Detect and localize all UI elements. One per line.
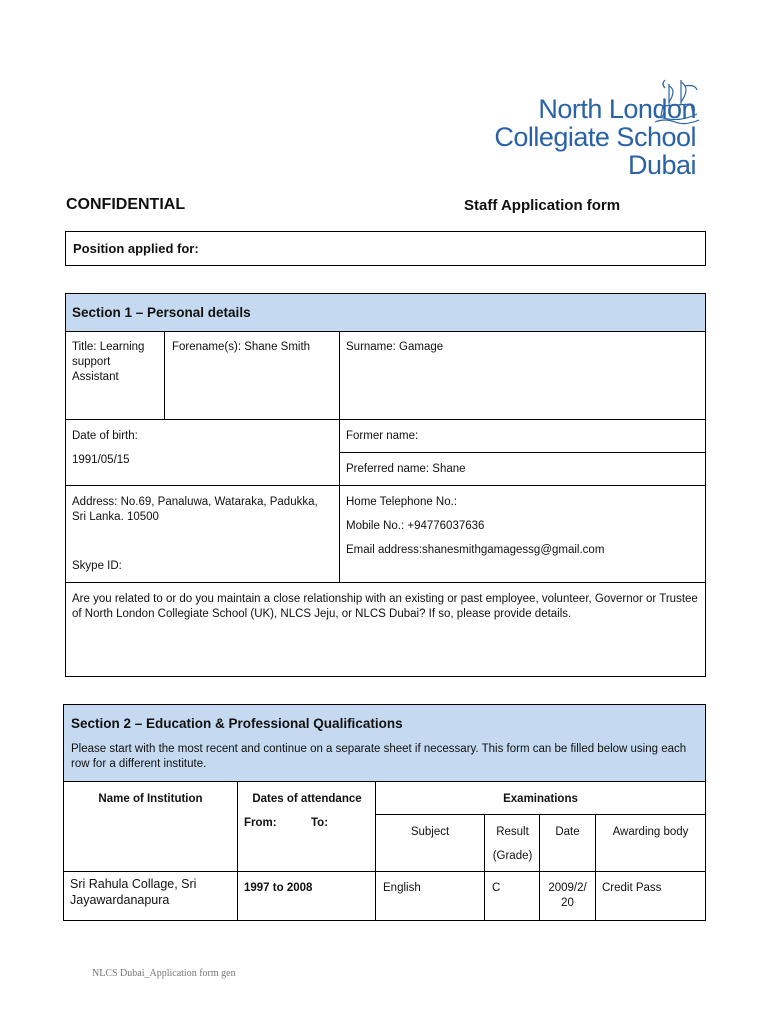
related-question-field[interactable]: Are you related to or do you maintain a close relationship with an existing or past employee, volunteer, Governor or Trustee of North London Collegiate School (UK), NLCS Jeju, or NLCS Dubai? If so, please provide details.: [66, 582, 705, 676]
position-applied-label: Position applied for:: [73, 241, 199, 256]
address-field[interactable]: [66, 485, 339, 582]
surname-field[interactable]: Surname: Gamage: [339, 331, 705, 419]
title-field[interactable]: Title: Learning support Assistant: [66, 331, 164, 419]
forename-field[interactable]: Forename(s): Shane Smith: [164, 331, 339, 419]
section1-personal-details: [65, 293, 706, 677]
section1-title: Section 1 – Personal details: [72, 305, 251, 320]
col-date-header: Date: [539, 814, 595, 871]
logo-line-1: North London: [538, 94, 696, 124]
col-result-label: Result: [496, 826, 529, 838]
mobile-number: Mobile No.: +94776037636: [346, 520, 485, 532]
ship-emblem-icon: [651, 76, 703, 128]
section1-header: [66, 294, 705, 331]
email-address: Email address:shanesmithgamagessg@gmail.com: [346, 544, 605, 556]
skype-label: Skype ID:: [72, 560, 122, 572]
row-institution[interactable]: Sri Rahula Collage, Sri Jayawardanapura: [64, 871, 237, 920]
logo-line-3: Dubai: [627, 150, 696, 180]
logo-line-2: Collegiate School: [494, 122, 696, 152]
footer-text: NLCS Dubai_Application form gen: [92, 968, 236, 979]
col-awarding-header: Awarding body: [595, 814, 705, 871]
dob-label: Date of birth:: [72, 430, 138, 442]
col-to-label: To:: [311, 817, 329, 829]
col-result-header: [484, 814, 539, 871]
col-from-label: From:: [244, 817, 277, 829]
form-title: Staff Application form: [464, 197, 621, 214]
section2-header: [64, 705, 705, 781]
position-applied-field[interactable]: [65, 231, 706, 266]
row-dates[interactable]: 1997 to 2008: [237, 871, 375, 920]
confidential-label: CONFIDENTIAL: [66, 196, 186, 213]
address-value: Address: No.69, Panaluwa, Wataraka, Padukka, Sri Lanka. 10500: [72, 496, 318, 523]
col-institution-header: Name of Institution: [64, 781, 237, 871]
dob-field[interactable]: [66, 419, 339, 485]
dob-value: 1991/05/15: [72, 454, 130, 466]
col-exams-header: Examinations: [375, 781, 705, 814]
col-grade-label: (Grade): [492, 850, 533, 862]
col-dates-label: Dates of attendance: [252, 793, 362, 805]
school-logo: [466, 70, 706, 180]
col-dates-header: [237, 781, 375, 871]
contact-field[interactable]: [339, 485, 705, 582]
former-name-field[interactable]: Former name:: [339, 419, 705, 452]
home-telephone: Home Telephone No.:: [346, 496, 458, 508]
section2-title: Section 2 – Education & Professional Qualifications: [71, 716, 403, 731]
row-awarding[interactable]: Credit Pass: [595, 871, 705, 920]
col-subject-header: Subject: [375, 814, 484, 871]
preferred-name-field[interactable]: Preferred name: Shane: [339, 452, 705, 485]
section2-education: [63, 704, 706, 921]
row-subject[interactable]: English: [375, 871, 484, 920]
section2-instructions: Please start with the most recent and continue on a separate sheet if necessary. This form can be filled below using each row for a different institute.: [71, 743, 687, 770]
row-result[interactable]: C: [484, 871, 539, 920]
row-date[interactable]: 2009/2/ 20: [539, 871, 595, 920]
